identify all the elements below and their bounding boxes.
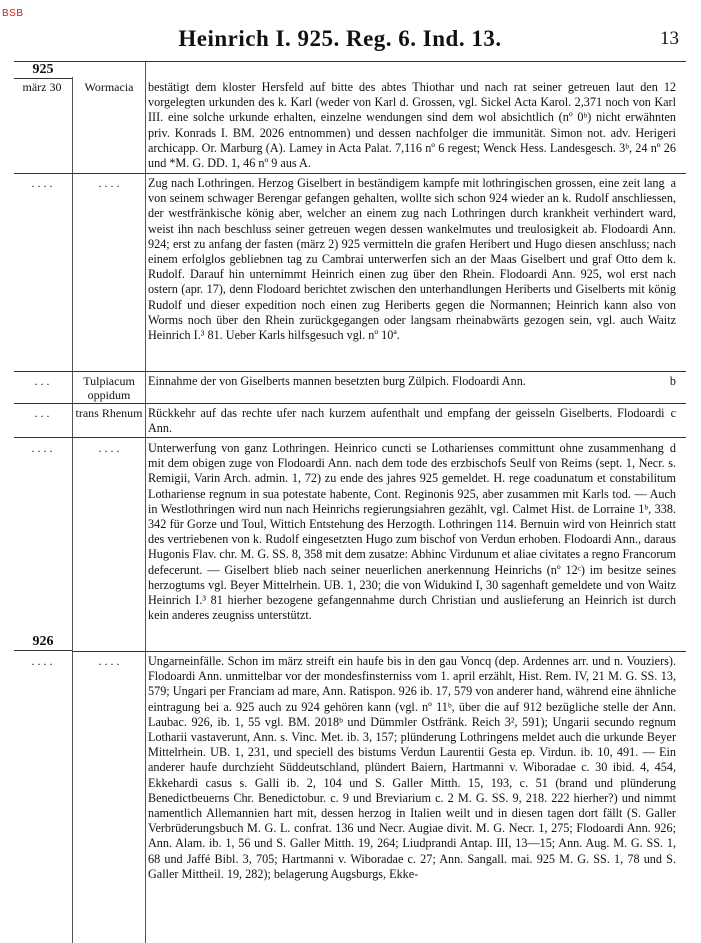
entry-rule (14, 403, 686, 404)
entry-date: . . . . (31, 176, 53, 190)
regest-entry (148, 441, 676, 623)
entry-text: Zug nach Lothringen. Herzog Giselbert in beständigem kampfe mit lothringischen grossen, eine zeit lang von seinem schwager Berengar gefangen gehalten, wollte sich schon 924 wieder an k. Rudolf anschliessen, der westfränkische könig aber, welcher an einem zug nach Lothringen durch krankheit verhindert ward, weist ihn nach beschluss seiner getreuen wegen dessen wankelmutes und treulosigkeit ab. Flodoardi Ann. 924; erst zu anfang der fasten (märz 2) 925 vermitteln die grafen Heribert und Hugo diesen anschluss; nach einem erfolglos gebliebnen tag zu Cambrai unterwerfen sich an der Maas Giselbert und graf Otto dem k. Rudolf. Darauf hin unternimmt Heinrich einen zug über den Rhein. Flodoardi Ann. 925, wol erst nach ostern (apr. 17), denn Flodoard berichtet zwischen den unterhandlungen Heriberts und Giselberts mit könig Rudolf und dieser expedition noch einen zug Heriberts gegen die Normannen; Heinrich kann also von Worms noch über den Rhein zurückgegangen oder langsam rheinabwärts gezogen sein, vgl. auch Waitz Heinrich I.³ 81. Ueber Karls hilfsgesuch vgl. nº 10ª. (148, 176, 676, 343)
entry-rule (14, 371, 686, 372)
entry-number: 12 (663, 80, 676, 94)
entry-rule (72, 651, 686, 652)
year-marker: 925 (32, 62, 54, 77)
library-watermark: BSB (2, 8, 24, 19)
entry-text: Einnahme der von Giselberts mannen besetzten burg Zülpich. Flodoardi Ann. (148, 374, 526, 388)
entry-text: Rückkehr auf das rechte ufer nach kurzem aufenthalt und empfang der geisseln Giselberts. Flodoardi Ann. (148, 406, 665, 436)
entry-place: . . . . (98, 441, 120, 455)
entry-place: . . . . (98, 176, 120, 190)
entry-place: . . . . (98, 654, 120, 668)
entry-text: Ungarneinfälle. Schon im märz streift ein haufe bis in den gau Voncq (dep. Ardennes arr. und n. Vouziers). Flodoardi Ann. unmittelbar vor der mondesfinsterniss vom 1. april erzählt, Hist. Rem. IV, 21 M. G. SS. 13, 579; Ungari per Franciam ad mare, Ann. Ratispon. 926 ib. 17, 579 von anderer hand, während eine ähnliche eintragung bei a. 925 auch zu 924 gehören kann (vgl. nº 11ᵇ, über die auf 912 bezügliche stelle der Ann. Laubac. 926, ib. 1, 55 vgl. BM. 2018ᵇ und Dümmler Ostfränk. Reich 3², 591); Ungarii secundo regnum Lotharii vastaverunt, Ann. s. Vinc. Met. ib. 3, 157; plünderung Lothringens meldet auch die urkunde Beyer Mittelrhein. UB. 1, 231, und speciell des bistums Verdun Laurentii Gesta ep. Virdun. ib. 10, 491. — Ein anderer haufe durchzieht Süddeutschland, plündert Baiern, Hartmanni v. Wiboradae c. 30 ibid. 4, 454, Ekkehardi casus s. Galli ib. 2, 104 und S. Galler Mitth. 15, 193, c. 51 (brand und plünderung Benedictbeuerns Chr. Benedictobur. c. 9 und Breviarium c. 2 M. G. SS. 9, 218. 222 hierher?) und nimmt namentlich Allemannien hart mit, dessen herzog in Italien weilt und in diesen tagen dort fällt (S. Galler Verbrüderungsbuch M. G. L. confrat. 136 und Necr. Augiae divit. M. G. Necr. 1, 275; Flodoardi Ann. 926; Ann. Alam. ib. 1, 56 und S. Galler Mitth. 19, 264; Liudprandi Antap. III, 13—15; Ann. Aug. M. G. SS. 1, 68 und Jaffé Bibl. 3, 705; Hartmanni v. Wiboradae c. 27; Ann. Sangall. mai. 925 M. G. SS. 1, 78 und S. Galler Mittheil. 19, 282); belagerung Augsburgs, Ekke- (148, 654, 676, 881)
page-title: Heinrich I. 925. Reg. 6. Ind. 13. (178, 26, 502, 51)
entry-rule (14, 173, 686, 174)
entry-date: . . . . (31, 654, 53, 668)
entry-letter: b (669, 374, 676, 388)
page-header (0, 26, 701, 56)
year-rule (14, 78, 72, 79)
regest-entry (148, 80, 676, 171)
entry-letter: a (670, 176, 676, 190)
entry-letter: d (669, 441, 676, 455)
year-rule (14, 650, 72, 651)
column-divider-place (145, 62, 146, 943)
entry-date: . . . . (31, 441, 53, 455)
entry-date: märz 30 (22, 80, 62, 94)
entry-place: Tulpiacum oppidum (83, 374, 135, 402)
entry-letter: c (670, 406, 676, 420)
entry-text: bestätigt dem kloster Hersfeld auf bitte des abtes Thiothar und nach rat seiner getreuen laut den vorgelegten urkunden des k. Karl (weder von Karl d. Grossen, vgl. Sickel Acta Karol. 2,371 noch von Karl III. eine solche urkunde erhalten, einzelne wendungen sind dem wol absichtlich (nº 0ᵇ) nicht erwähnten priv. Konrads I. BM. 2026 entnommen) und dessen nachfolger die immunität. Simon not. adv. Herigeri archicapp. Or. Marburg (A). Lamey in Acta Palat. 7,116 nº 6 regest; Wenck Hess. Landesgesch. 3ᵇ, 24 nº 26 und *M. G. DD. 1, 46 nº 9 aus A. (148, 80, 676, 171)
regest-entry (148, 176, 676, 343)
column-divider-date (72, 77, 73, 943)
page-number: 13 (660, 28, 679, 49)
entry-place: trans Rhenum (75, 406, 143, 420)
entry-place: Wormacia (84, 80, 134, 94)
entry-date: . . . (34, 406, 50, 420)
entry-rule (14, 437, 686, 438)
entry-date: . . . (34, 374, 50, 388)
regest-entry (148, 406, 676, 436)
regest-entry (148, 374, 676, 389)
header-rule (14, 61, 686, 62)
year-marker: 926 (32, 634, 54, 649)
entry-text: Unterwerfung von ganz Lothringen. Heinrico cuncti se Lotharienses committunt ohne zusammenhang mit dem obigen zuge von Flodoardi Ann. nach dem tode des erzbischofs Seulf von Reims (sept. 1, Necr. s. Remigii, Varin Arch. admin. 1, 72) zu ende des jahres 925 gemeldet. H. rege coadunatum et constabilitum Lothariense regnum in sua potestate habente, Cont. Reginonis 925, aber zusammen mit Karls tod. — Auch in Westlothringen wird nun nach Heinrichs regierungsiahren gezählt, vgl. Calmet Hist. de Lorraine 1ᵇ, 338. 342 für Gorze und Toul, Wittich Entstehung des Herzogth. Lothringen 114. Bernuin wird von Heinrich statt des vertriebenen von k. Rudolf eingesetzten Hugo zum bischof von Verdun erhoben. Flodoardi Ann., daraus Hugonis Flav. chr. M. G. SS. 8, 358 mit dem zusatze: Abhinc Virdunum et aliae civitates a regno Francorum defecerunt. — Giselbert blieb nach seiner neuerlichen anerkennung Heinrichs (nº 12ᶜ) im besitze seines herzogtums vgl. Beyer Mittelrhein. UB. 1, 230; die von Widukind I, 30 sagenhaft gemeldete und von Waitz Heinrich I.³ 81 hierher bezogene gefangennahme durch Christian und auslieferung an Heinrich ist durch kein anderes zeugniss unterstützt. (148, 441, 676, 623)
regest-entry (148, 654, 676, 940)
